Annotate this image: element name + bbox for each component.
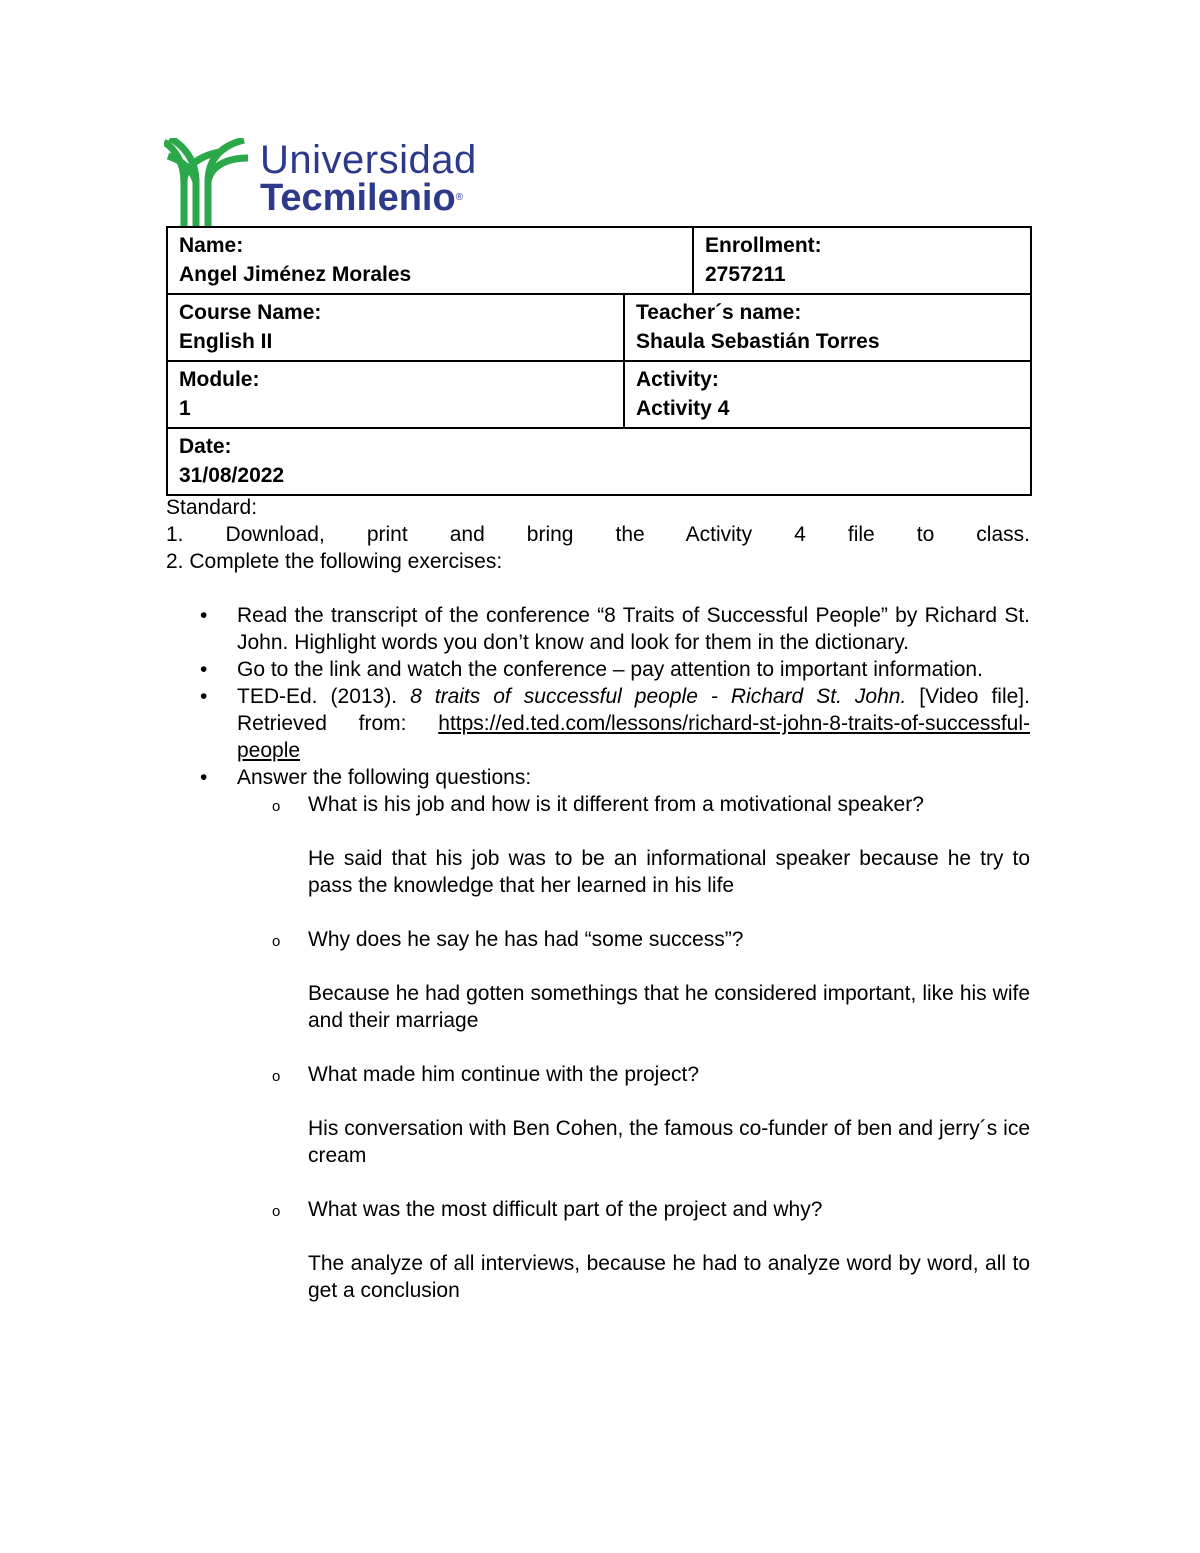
question-text: What is his job and how is it different from a motivational speaker? — [308, 793, 924, 816]
activity-label: Activity: — [636, 368, 719, 391]
question-text: What was the most difficult part of the project and why? — [308, 1198, 823, 1221]
bullet-watch: Go to the link and watch the conference – pay attention to important information. — [237, 658, 983, 681]
table-row — [167, 361, 1031, 428]
list-item — [166, 602, 1030, 656]
question-text: What made him continue with the project? — [308, 1063, 700, 1086]
student-info-table — [166, 226, 1032, 496]
module-value: 1 — [179, 397, 191, 420]
question-item — [166, 791, 1030, 899]
circle-bullet-icon: o — [272, 1203, 281, 1220]
logo-wordmark — [260, 136, 477, 218]
answer-text: Because he had gotten somethings that he considered important, like his wife and their marriage — [308, 982, 1030, 1032]
logo-tecmilenio-text: Tecmilenio — [260, 177, 456, 219]
circle-bullet-icon: o — [272, 933, 281, 950]
question-list — [237, 791, 1030, 1304]
bullet-answer-questions: Answer the following questions: — [237, 766, 532, 789]
registered-mark: ® — [455, 192, 464, 203]
answer-text: The analyze of all interviews, because he had to analyze word by word, all to get a conclusion — [308, 1252, 1030, 1302]
standard-heading: Standard: — [166, 496, 258, 519]
answer-text: His conversation with Ben Cohen, the famous co-funder of ben and jerry´s ice cream — [308, 1117, 1030, 1167]
exercise-list — [166, 602, 1030, 1304]
course-cell — [167, 294, 624, 361]
question-item — [166, 1061, 1030, 1169]
logo-line-universidad: Universidad — [260, 138, 477, 182]
university-logo — [164, 136, 494, 228]
ted-lesson-link[interactable]: https://ed.ted.com/lessons/richard-st-john-8-traits-of-successful-people — [237, 712, 1030, 762]
module-label: Module: — [179, 368, 260, 391]
list-item — [166, 683, 1030, 764]
question-text: Why does he say he has had “some success”? — [308, 928, 744, 951]
date-label: Date: — [179, 435, 232, 458]
activity-cell — [624, 361, 1031, 428]
citation-suffix: [Video file]. Retrieved from: — [237, 685, 1030, 735]
step-1: 1. Download, print and bring the Activity 4 file to class. — [166, 523, 1030, 546]
enrollment-cell — [693, 227, 1031, 294]
circle-bullet-icon: o — [272, 1068, 281, 1085]
course-value: English II — [179, 330, 273, 353]
course-label: Course Name: — [179, 301, 322, 324]
logo-line-tecmilenio — [260, 178, 477, 218]
citation-title: 8 traits of successful people - Richard St. John. — [410, 685, 907, 708]
answer-text: He said that his job was to be an informational speaker because he try to pass the knowledge that her learned in his life — [308, 847, 1030, 897]
list-item — [166, 764, 1030, 1304]
name-cell — [167, 227, 693, 294]
question-item — [166, 926, 1030, 1034]
list-item — [166, 656, 1030, 683]
citation-prefix: TED-Ed. (2013). — [237, 685, 411, 708]
circle-bullet-icon: o — [272, 798, 281, 815]
step-2: 2. Complete the following exercises: — [166, 550, 503, 573]
module-cell — [167, 361, 624, 428]
table-row — [167, 227, 1031, 294]
activity-value: Activity 4 — [636, 397, 730, 420]
date-cell — [167, 428, 1031, 495]
table-row — [167, 428, 1031, 495]
table-row — [167, 294, 1031, 361]
document-body — [166, 494, 1030, 1331]
name-label: Name: — [179, 234, 244, 257]
teacher-label: Teacher´s name: — [636, 301, 802, 324]
bullet-transcript: Read the transcript of the conference “8 Traits of Successful People” by Richard St. John. Highlight words you don’t know and look for them in the dictionary. — [237, 604, 1030, 654]
tecmilenio-emblem-icon — [164, 138, 250, 226]
enrollment-value: 2757211 — [705, 263, 786, 286]
question-item — [166, 1196, 1030, 1304]
date-value: 31/08/2022 — [179, 464, 285, 487]
teacher-value: Shaula Sebastián Torres — [636, 330, 880, 353]
name-value: Angel Jiménez Morales — [179, 263, 412, 286]
enrollment-label: Enrollment: — [705, 234, 822, 257]
teacher-cell — [624, 294, 1031, 361]
